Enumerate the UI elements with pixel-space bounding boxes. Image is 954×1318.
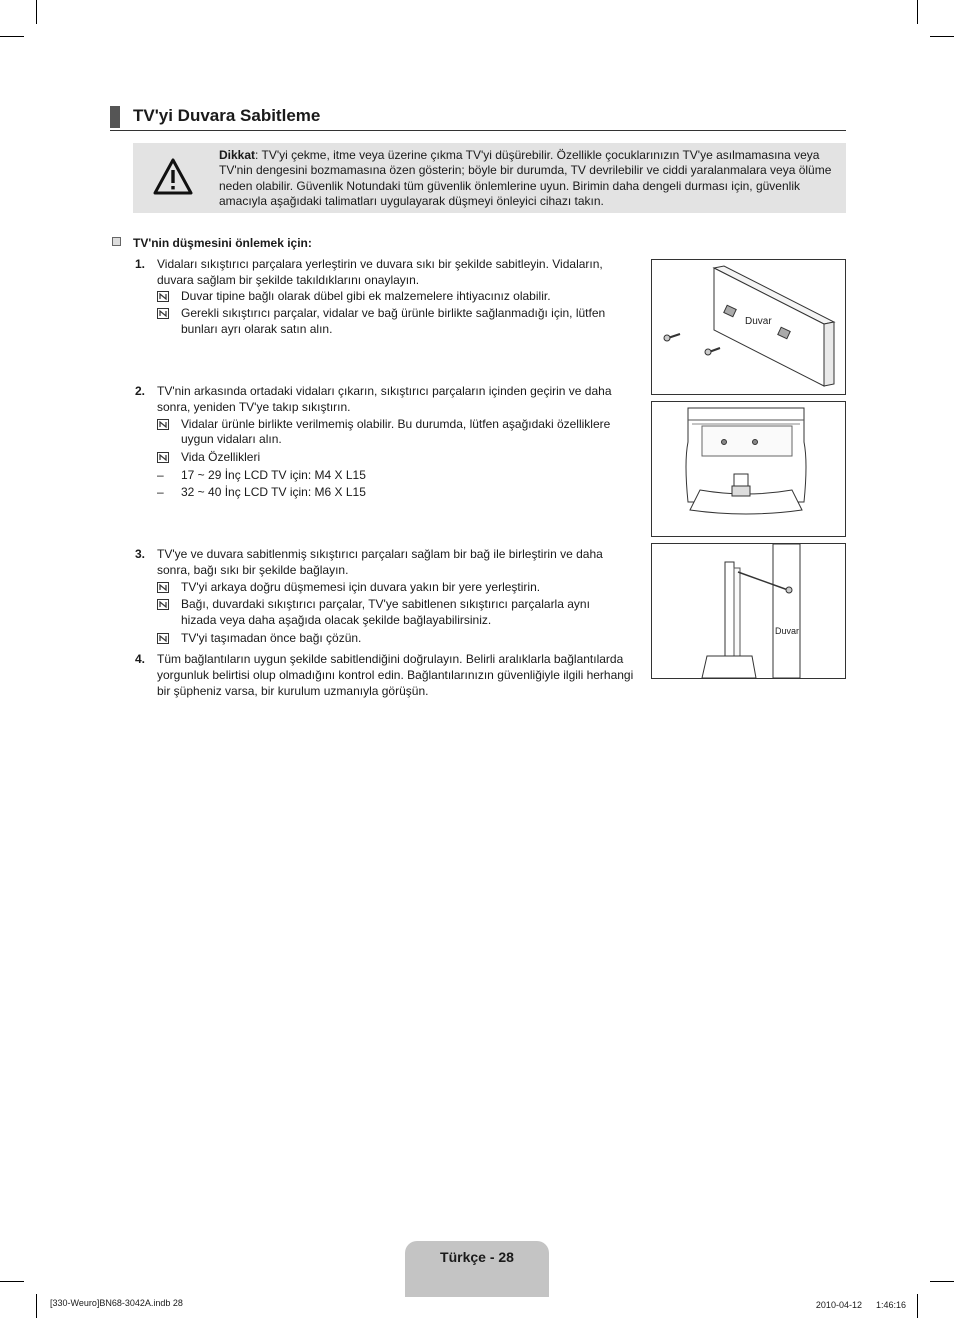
note-icon (157, 633, 169, 644)
step-text: Vidaları sıkıştırıcı parçalara yerleştirin ve duvara sıkı bir şekilde sabitleyin. Vidaların, duvara sağlam bir şekilde takıldıklarını onaylayın. (157, 257, 603, 287)
crop-mark (0, 1281, 24, 1282)
square-bullet-icon (112, 237, 121, 246)
note (157, 289, 625, 305)
note-text: Vidalar ürünle birlikte verilmemiş olabilir. Bu durumda, lütfen aşağıdaki özelliklere uygun vidaları alın. (181, 416, 611, 447)
subheading (112, 236, 312, 251)
step-4 (135, 652, 640, 699)
step-text: Tüm bağlantıların uygun şekilde sabitlendiğini doğrulayın. Belirli aralıklarla bağlantılarda yorgunluk belirtisi olup olmadığını kontrol edin. Bağlantılarınızın güvenliğiyle ilgili herhangi bir şüpheniz varsa, bir kurulum uzmanıyla görüşün. (157, 652, 634, 698)
note (157, 631, 625, 647)
step-text: TV'nin arkasında ortadaki vidaları çıkarın, sıkıştırıcı parçaların içinden geçirin ve daha sonra, yeniden TV'ye takıp sıkıştırın. (157, 384, 612, 414)
crop-mark (930, 1281, 954, 1282)
note (157, 450, 625, 466)
caution-body: : TV'yi çekme, itme veya üzerine çıkma TV'yi düşürebilir. Özellikle çocuklarınızın TV'ye asılmamasına veya TV'nin dengesini bozmamasına özen gösterin; böyle bir durumda, TV devrilebilir ve ciddi yaralanmalara veya ölüme neden olabilir. Güvenlik Notundaki tüm güvenlik önlemlerine uyun. Birimin daha dengeli durması için, güvenlik amacıyla aşağıdaki talimatları uygulayarak düşmeyi önleyici cihazı takın. (219, 148, 832, 209)
screw-icon (664, 334, 680, 341)
screw-icon (786, 587, 792, 593)
note-text: Vida Özellikleri (181, 450, 261, 465)
step-1 (135, 257, 625, 338)
note-text: TV'yi taşımadan önce bağı çözün. (181, 630, 362, 645)
note-icon (157, 308, 169, 319)
figure-tv-rear (651, 401, 846, 537)
crop-mark (36, 0, 37, 24)
crop-mark (36, 1294, 37, 1318)
step-number: 1. (135, 257, 146, 271)
crop-mark (917, 0, 918, 24)
warning-triangle-icon (153, 157, 193, 197)
crop-mark (0, 36, 24, 37)
note-text: Bağı, duvardaki sıkıştırıcı parçalar, TV'ye sabitlenen sıkıştırıcı parçalarla aynı hizada veya daha aşağıda olacak şekilde bağlayabilirsiniz. (181, 597, 590, 628)
caution-text (219, 148, 839, 210)
note (157, 306, 625, 338)
note-text: Gerekli sıkıştırıcı parçalar, vidalar ve bağ ürünle birlikte sağlanmadığı için, lütfen bunları ayrı olarak satın alın. (181, 306, 606, 337)
page-number: Türkçe - 28 (440, 1249, 514, 1265)
spec-item (157, 468, 625, 484)
tv-rear-illustration (652, 402, 845, 536)
step-number: 3. (135, 547, 146, 561)
note-icon (157, 291, 169, 302)
crop-mark (930, 36, 954, 37)
wall-label: Duvar (745, 316, 772, 327)
title-marker (110, 106, 120, 128)
wall-bracket-illustration (652, 260, 845, 394)
screw-hole-icon (753, 440, 758, 445)
figure-wall-brackets (651, 259, 846, 395)
note-icon (157, 599, 169, 610)
spec-item (157, 485, 625, 501)
step-text: TV'ye ve duvara sabitlenmiş sıkıştırıcı parçaları sağlam bir bağ ile birleştirin ve daha sonra, bağı sıkı bir şekilde bağlayın. (157, 547, 603, 577)
note-icon (157, 452, 169, 463)
page-title: TV'yi Duvara Sabitleme (133, 106, 321, 125)
footer-date: 2010-04-12 1:46:16 (815, 1300, 906, 1310)
screw-hole-icon (722, 440, 727, 445)
dash-bullet: – (157, 484, 164, 499)
figure-tv-strap (651, 543, 846, 679)
dash-bullet: – (157, 467, 164, 482)
note (157, 417, 625, 449)
note (157, 597, 625, 629)
step-2 (135, 384, 625, 501)
step-number: 4. (135, 652, 146, 666)
note-text: Duvar tipine bağlı olarak dübel gibi ek malzemelere ihtiyacınız olabilir. (181, 288, 551, 303)
wall-label: Duvar (775, 626, 800, 636)
spec-text: 32 ~ 40 İnç LCD TV için: M6 X L15 (181, 484, 366, 499)
step-3 (135, 547, 625, 647)
crop-mark (917, 1294, 918, 1318)
section-header (110, 104, 846, 131)
caution-label: Dikkat (219, 148, 256, 162)
subheading-text: TV'nin düşmesini önlemek için: (133, 236, 312, 250)
note-text: TV'yi arkaya doğru düşmemesi için duvara yakın bir yere yerleştirin. (181, 579, 541, 594)
note-icon (157, 582, 169, 593)
footer-file: [330-Weuro]BN68-3042A.indb 28 (50, 1298, 183, 1308)
caution-box (133, 143, 846, 213)
tv-strap-illustration (652, 544, 845, 678)
note-icon (157, 419, 169, 430)
spec-text: 17 ~ 29 İnç LCD TV için: M4 X L15 (181, 467, 366, 482)
step-number: 2. (135, 384, 146, 398)
note (157, 580, 625, 596)
page-number-tab (405, 1241, 549, 1297)
screw-icon (705, 348, 720, 355)
